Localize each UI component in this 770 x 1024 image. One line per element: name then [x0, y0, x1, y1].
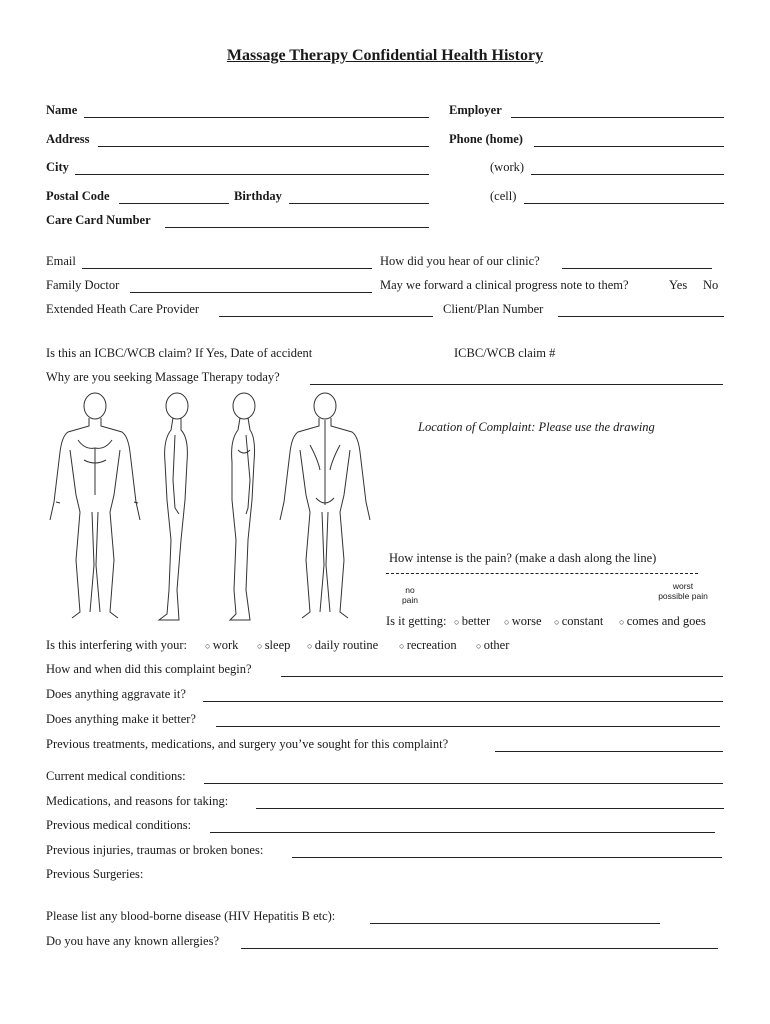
extended-label: Extended Heath Care Provider: [46, 302, 200, 316]
interfering-label: Is this interfering with your:: [46, 638, 187, 652]
bloodborne-field[interactable]: [370, 923, 660, 924]
phone-work-label: (work): [490, 160, 525, 174]
phone-home-field[interactable]: [534, 146, 724, 147]
page-title: Massage Therapy Confidential Health History: [226, 47, 544, 64]
location-complaint-label: Location of Complaint: Please use the drawing: [418, 420, 655, 434]
birthday-label: Birthday: [234, 189, 282, 203]
worst-pain-label: worst possible pain: [658, 581, 708, 601]
began-field[interactable]: [281, 676, 723, 677]
phone-cell-field[interactable]: [524, 203, 724, 204]
client-plan-field[interactable]: [558, 316, 724, 317]
family-doctor-label: Family Doctor: [46, 278, 120, 292]
hear-label: How did you hear of our clinic?: [380, 254, 540, 268]
employer-label: Employer: [449, 103, 502, 117]
phone-work-field[interactable]: [531, 174, 724, 175]
pain-scale-line[interactable]: [386, 573, 698, 574]
address-field[interactable]: [98, 146, 429, 147]
hear-field[interactable]: [562, 268, 712, 269]
forward-label: May we forward a clinical progress note to them?: [380, 278, 629, 292]
medications-label: Medications, and reasons for taking:: [46, 794, 229, 808]
city-field[interactable]: [75, 174, 429, 175]
side-left-figure-drawing: [159, 393, 188, 620]
interfering-work-option[interactable]: ○ work: [205, 638, 238, 653]
injuries-label: Previous injuries, traumas or broken bones:: [46, 843, 264, 857]
email-label: Email: [46, 254, 76, 268]
name-field[interactable]: [84, 117, 429, 118]
getting-comes-and-goes-option[interactable]: ○ comes and goes: [619, 614, 706, 629]
better-label: Does anything make it better?: [46, 712, 196, 726]
interfering-daily-routine-option[interactable]: ○ daily routine: [307, 638, 378, 653]
allergies-label: Do you have any known allergies?: [46, 934, 219, 948]
why-field[interactable]: [310, 384, 723, 385]
pain-intensity-label: How intense is the pain? (make a dash along the line): [389, 551, 657, 565]
icbc-claim-label: ICBC/WCB claim #: [454, 346, 556, 360]
body-diagram-drawing[interactable]: [40, 390, 380, 625]
front-figure-drawing: [50, 393, 140, 618]
previous-treatments-label: Previous treatments, medications, and surgery you’ve sought for this complaint?: [46, 737, 449, 751]
family-doctor-field[interactable]: [130, 292, 372, 293]
back-figure-drawing: [280, 393, 370, 618]
forward-no-option[interactable]: No: [703, 278, 719, 292]
extended-field[interactable]: [219, 316, 433, 317]
city-label: City: [46, 160, 69, 174]
side-right-figure-drawing: [230, 393, 255, 620]
interfering-sleep-option[interactable]: ○ sleep: [257, 638, 290, 653]
postal-code-label: Postal Code: [46, 189, 110, 203]
previous-treatments-field[interactable]: [495, 751, 723, 752]
getting-label: Is it getting:: [386, 614, 447, 628]
employer-field[interactable]: [511, 117, 724, 118]
birthday-field[interactable]: [289, 203, 429, 204]
icbc-label: Is this an ICBC/WCB claim? If Yes, Date of accident: [46, 346, 313, 360]
why-label: Why are you seeking Massage Therapy today?: [46, 370, 280, 384]
email-field[interactable]: [82, 268, 372, 269]
better-field[interactable]: [216, 726, 720, 727]
began-label: How and when did this complaint begin?: [46, 662, 252, 676]
postal-code-field[interactable]: [119, 203, 229, 204]
phone-cell-label: (cell): [490, 189, 517, 203]
client-plan-label: Client/Plan Number: [443, 302, 544, 316]
no-pain-label: no pain: [401, 585, 419, 605]
address-label: Address: [46, 132, 90, 146]
allergies-field[interactable]: [241, 948, 718, 949]
current-conditions-label: Current medical conditions:: [46, 769, 186, 783]
surgeries-label: Previous Surgeries:: [46, 867, 144, 881]
previous-conditions-label: Previous medical conditions:: [46, 818, 192, 832]
phone-home-label: Phone (home): [449, 132, 523, 146]
medications-field[interactable]: [256, 808, 724, 809]
aggravate-field[interactable]: [203, 701, 723, 702]
getting-constant-option[interactable]: ○ constant: [554, 614, 603, 629]
bloodborne-label: Please list any blood-borne disease (HIV Hepatitis B etc):: [46, 909, 336, 923]
interfering-recreation-option[interactable]: ○ recreation: [399, 638, 457, 653]
care-card-field[interactable]: [165, 227, 429, 228]
previous-conditions-field[interactable]: [210, 832, 715, 833]
current-conditions-field[interactable]: [204, 783, 723, 784]
getting-better-option[interactable]: ○ better: [454, 614, 490, 629]
aggravate-label: Does anything aggravate it?: [46, 687, 186, 701]
care-card-label: Care Card Number: [46, 213, 151, 227]
getting-worse-option[interactable]: ○ worse: [504, 614, 542, 629]
injuries-field[interactable]: [292, 857, 722, 858]
interfering-other-option[interactable]: ○ other: [476, 638, 509, 653]
name-label: Name: [46, 103, 78, 117]
forward-yes-option[interactable]: Yes: [669, 278, 688, 292]
